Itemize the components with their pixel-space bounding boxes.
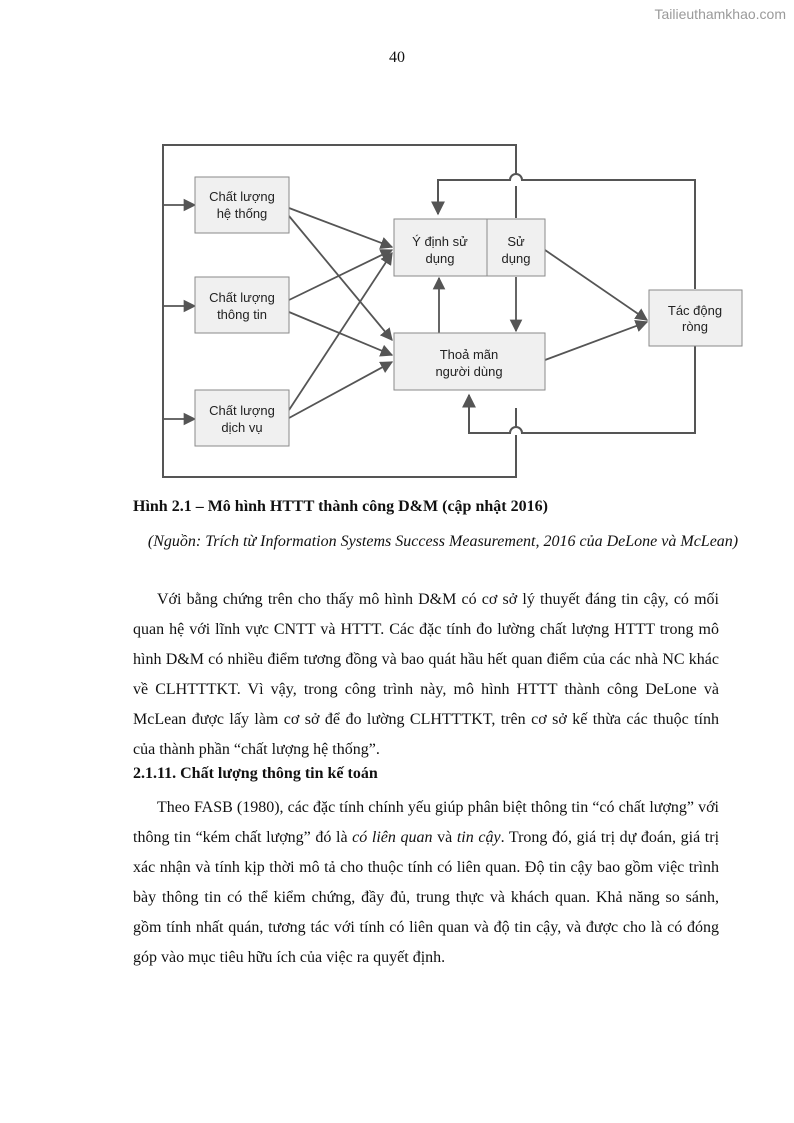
arrow-service-to-intention (289, 253, 392, 410)
box-service-quality-line2: dịch vụ (221, 420, 263, 435)
box-net-benefits-line2: ròng (681, 319, 709, 334)
arrow-sys-to-intention (289, 208, 392, 247)
box-user-satisfaction (394, 333, 545, 390)
box-intention-to-use (394, 219, 487, 276)
p2-text-and: và (432, 829, 457, 846)
watermark: Tailieuthamkhao.com (654, 6, 786, 22)
box-system-quality (195, 177, 289, 233)
p2-term-relevance: có liên quan (352, 829, 433, 846)
section-heading: 2.1.11. Chất lượng thông tin kế toán (133, 765, 378, 782)
box-service-quality (195, 390, 289, 446)
paragraph-fasb (133, 793, 719, 973)
box-use (487, 219, 545, 276)
box-net-benefits-line1: Tác động (667, 303, 723, 318)
p2-term-reliability: tin cậy (456, 829, 501, 846)
figure-source: (Nguồn: Trích từ Information Systems Success Measurement, 2016 của DeLone và McLean) (147, 533, 739, 550)
box-service-quality-line1: Chất lượng (209, 403, 275, 418)
box-intention-line2: dụng (425, 251, 455, 266)
box-satisfaction-line2: người dùng (435, 364, 503, 379)
box-info-quality-line1: Chất lượng (209, 290, 275, 305)
page-number: 40 (389, 49, 405, 66)
box-satisfaction-line1: Thoả mãn (439, 347, 499, 362)
box-intention-line1: Ý định sử (412, 234, 468, 249)
figure-title: Hình 2.1 – Mô hình HTTT thành công D&M (cập nhật 2016) (133, 498, 548, 515)
paragraph-dm-justification: Với bằng chứng trên cho thấy mô hình D&M có cơ sở lý thuyết đáng tin cậy, có mối quan hệ với lĩnh vực CNTT và HTTT. Các đặc tính đo lường chất lượng HTTT trong mô hình D&M có nhiều điểm tương đồng và bao quát hầu hết quan điểm của các nhà NC khác về CLHTTTKT. Vì vậy, trong công trình này, mô hình HTTT thành công DeLone và McLean được lấy làm cơ sở để đo lường CLHTTTKT, trên cơ sở kế thừa các thuộc tính của thành phần “chất lượng hệ thống”. (133, 591, 719, 758)
box-info-quality-line2: thông tin (217, 307, 267, 322)
dm-success-model-diagram (0, 0, 794, 500)
box-system-quality-line1: Chất lượng (209, 189, 275, 204)
p2-text-a: Theo FASB (1980), các đặc tính chính yếu giúp phân biệt thông tin “có chất lượng” với thông tin “kém chất lượng” đó là (133, 799, 719, 846)
arrow-use-to-net-benefits (545, 250, 647, 320)
arrow-info-to-satisfaction (289, 312, 392, 355)
arrow-service-to-satisfaction (289, 362, 392, 418)
box-system-quality-line2: hệ thống (216, 206, 268, 221)
arrow-satisfaction-to-net-benefits (545, 322, 647, 360)
box-net-benefits (649, 290, 742, 346)
box-info-quality (195, 277, 289, 333)
box-use-line1: Sử (507, 234, 525, 249)
box-use-line2: dụng (501, 251, 531, 266)
p2-text-b: . Trong đó, giá trị dự đoán, giá trị xác nhận và tính kịp thời mô tả cho thuộc tính có liên quan. Độ tin cậy bao gồm việc trình bày thông tin có thể kiểm chứng, đầy đủ, trung thực và khách quan. Khả năng so sánh, gồm tính nhất quán, tương tác với tính có liên quan và độ tin cậy, và được cho là có đóng góp vào mục tiêu hữu ích của việc ra quyết định. (133, 829, 720, 966)
